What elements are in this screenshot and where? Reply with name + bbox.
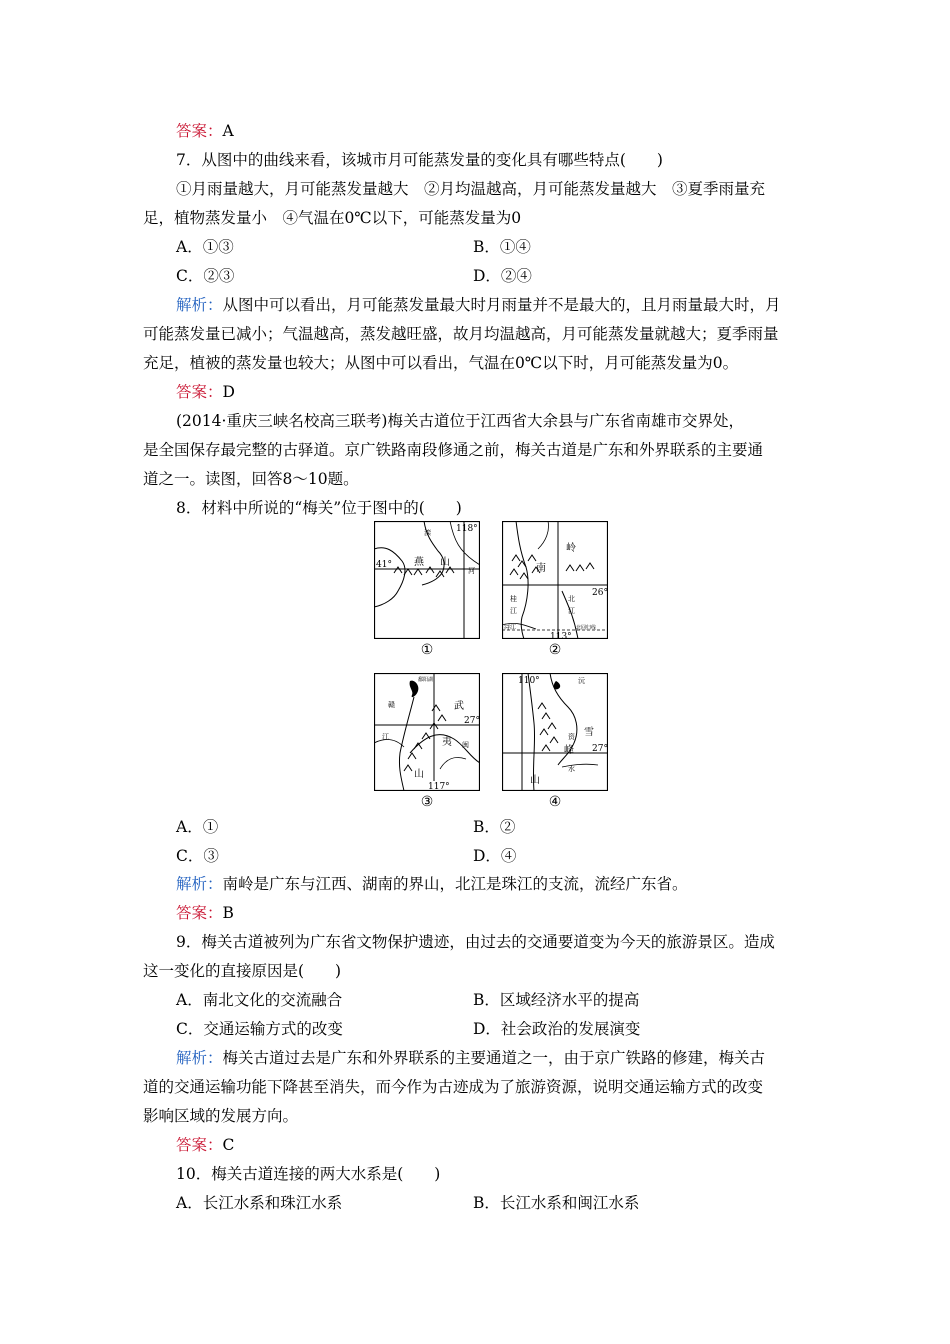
svg-text:浔江: 浔江 bbox=[504, 624, 517, 631]
option-a[interactable]: A．①③ bbox=[176, 238, 234, 256]
analysis-label: 解析： bbox=[176, 875, 223, 893]
svg-text:113°: 113° bbox=[550, 632, 572, 639]
map-2-drawing bbox=[502, 521, 608, 639]
map-1-drawing bbox=[374, 521, 480, 639]
svg-text:110°: 110° bbox=[518, 676, 540, 686]
question-9-cont: 这一变化的直接原因是( ) bbox=[143, 962, 342, 980]
answer-label: 答案： bbox=[176, 383, 223, 401]
map-1-caption: ① bbox=[420, 642, 434, 658]
answer-line bbox=[176, 902, 846, 924]
svg-text:燕: 燕 bbox=[414, 557, 424, 568]
svg-text:峰: 峰 bbox=[564, 745, 574, 756]
svg-text:沅: 沅 bbox=[578, 677, 585, 685]
svg-text:北: 北 bbox=[568, 595, 575, 603]
answer-value: B bbox=[222, 904, 234, 922]
option-b[interactable]: B．区域经济水平的提高 bbox=[473, 991, 640, 1009]
options-row bbox=[176, 845, 846, 867]
map-2 bbox=[502, 521, 608, 658]
question-7-statements: ①月雨量越大，月可能蒸发量越大 ②月均温越高，月可能蒸发量越大 ③夏季雨量充 bbox=[176, 180, 766, 198]
options-row bbox=[176, 265, 846, 287]
answer-line bbox=[176, 120, 846, 142]
question-7-statements-cont: 足，植物蒸发量小 ④气温在0℃以下，可能蒸发量为0 bbox=[143, 209, 522, 227]
option-c[interactable]: C．②③ bbox=[176, 267, 235, 285]
svg-text:鄱阳湖: 鄱阳湖 bbox=[418, 677, 434, 683]
svg-text:夷: 夷 bbox=[442, 737, 452, 748]
svg-text:江: 江 bbox=[382, 733, 389, 741]
svg-text:山: 山 bbox=[530, 775, 540, 786]
analysis-text: 梅关古道过去是广东和外界联系的主要通道之一，由于京广铁路的修建，梅关古 bbox=[222, 1049, 766, 1067]
analysis-label: 解析： bbox=[176, 1049, 223, 1067]
analysis-text: 南岭是广东与江西、湖南的界山，北江是珠江的支流，流经广东省。 bbox=[222, 875, 688, 893]
option-a[interactable]: A．① bbox=[176, 818, 219, 836]
analysis-line bbox=[176, 873, 846, 895]
option-a[interactable]: A．长江水系和珠江水系 bbox=[176, 1194, 343, 1212]
question-9: 9．梅关古道被列为广东省文物保护遗迹，由过去的交通要道变为今天的旅游景区。造成 bbox=[176, 933, 775, 951]
answer-value: D bbox=[222, 383, 235, 401]
answer-line bbox=[176, 381, 846, 403]
option-b[interactable]: B．①④ bbox=[473, 238, 531, 256]
option-d[interactable]: D．②④ bbox=[473, 267, 532, 285]
material-intro-cont: 道之一。读图，回答8～10题。 bbox=[143, 470, 359, 488]
analysis-cont: 充足，植被的蒸发量也较大；从图中可以看出，气温在0℃以下时，月可能蒸发量为0。 bbox=[143, 354, 739, 372]
option-d[interactable]: D．④ bbox=[473, 847, 517, 865]
map-4-caption: ④ bbox=[548, 794, 562, 810]
answer-value: C bbox=[222, 1136, 235, 1154]
analysis-line bbox=[176, 1047, 846, 1069]
analysis-cont: 可能蒸发量已减小；气温越高，蒸发越旺盛，故月均温越高，月可能蒸发量就越大；夏季雨量 bbox=[143, 325, 779, 343]
map-4 bbox=[502, 673, 608, 810]
options-row bbox=[176, 1018, 846, 1040]
svg-text:水: 水 bbox=[568, 765, 575, 773]
options-row bbox=[176, 816, 846, 838]
svg-text:27°: 27° bbox=[464, 716, 480, 726]
map-3-caption: ③ bbox=[420, 794, 434, 810]
map-3-drawing bbox=[374, 673, 480, 791]
svg-text:山: 山 bbox=[414, 769, 424, 780]
question-7: 7．从图中的曲线来看，该城市月可能蒸发量的变化具有哪些特点( ) bbox=[176, 151, 663, 169]
svg-text:赣: 赣 bbox=[388, 701, 395, 709]
svg-text:27°: 27° bbox=[592, 744, 608, 754]
svg-text:117°: 117° bbox=[428, 782, 450, 791]
question-10: 10．梅关古道连接的两大水系是( ) bbox=[176, 1165, 441, 1183]
options-row bbox=[176, 1192, 846, 1214]
svg-text:武: 武 bbox=[454, 701, 464, 712]
map-4-drawing bbox=[502, 673, 608, 791]
svg-text:桂: 桂 bbox=[510, 595, 517, 603]
map-3 bbox=[374, 673, 480, 810]
analysis-label: 解析： bbox=[176, 296, 223, 314]
option-a[interactable]: A．南北文化的交流融合 bbox=[176, 991, 343, 1009]
answer-label: 答案： bbox=[176, 1136, 223, 1154]
map-2-caption: ② bbox=[548, 642, 562, 658]
option-b[interactable]: B．长江水系和闽江水系 bbox=[473, 1194, 640, 1212]
svg-text:山: 山 bbox=[440, 557, 450, 568]
question-8: 8．材料中所说的“梅关”位于图中的( ) bbox=[176, 499, 462, 517]
svg-text:岭: 岭 bbox=[566, 543, 576, 554]
svg-text:南: 南 bbox=[536, 563, 546, 574]
svg-text:26°: 26° bbox=[592, 588, 608, 598]
option-d[interactable]: D．社会政治的发展演变 bbox=[473, 1020, 641, 1038]
analysis-line bbox=[176, 294, 846, 316]
svg-text:河: 河 bbox=[468, 567, 475, 575]
option-c[interactable]: C．交通运输方式的改变 bbox=[176, 1020, 343, 1038]
svg-text:江: 江 bbox=[510, 607, 517, 615]
svg-text:雪: 雪 bbox=[584, 727, 594, 738]
svg-text:41°: 41° bbox=[376, 560, 392, 570]
answer-line bbox=[176, 1134, 846, 1156]
analysis-cont: 影响区域的发展方向。 bbox=[143, 1107, 299, 1125]
svg-text:滦: 滦 bbox=[424, 529, 431, 537]
option-b[interactable]: B．② bbox=[473, 818, 516, 836]
material-intro-cont: 是全国保存最完整的古驿道。京广铁路南段修通之前，梅关古道是广东和外界联系的主要通 bbox=[143, 441, 764, 459]
svg-text:118°: 118° bbox=[456, 524, 478, 534]
svg-text:闽: 闽 bbox=[462, 741, 469, 749]
answer-value: A bbox=[222, 122, 234, 140]
analysis-text: 从图中可以看出，月可能蒸发量最大时月雨量并不是最大的，且月雨量最大时，月 bbox=[222, 296, 781, 314]
answer-label: 答案： bbox=[176, 122, 223, 140]
analysis-cont: 道的交通运输功能下降甚至消失，而今作为古迹成为了旅游资源，说明交通运输方式的改变 bbox=[143, 1078, 764, 1096]
map-1 bbox=[374, 521, 480, 658]
answer-label: 答案： bbox=[176, 904, 223, 922]
options-row bbox=[176, 989, 846, 1011]
options-row bbox=[176, 236, 846, 258]
svg-text:资: 资 bbox=[568, 733, 575, 741]
option-c[interactable]: C．③ bbox=[176, 847, 219, 865]
material-intro: (2014·重庆三峡名校高三联考)梅关古道位于江西省大余县与广东省南雄市交界处， bbox=[176, 412, 744, 430]
svg-text:北回归线: 北回归线 bbox=[576, 625, 597, 631]
svg-text:江: 江 bbox=[568, 607, 575, 615]
